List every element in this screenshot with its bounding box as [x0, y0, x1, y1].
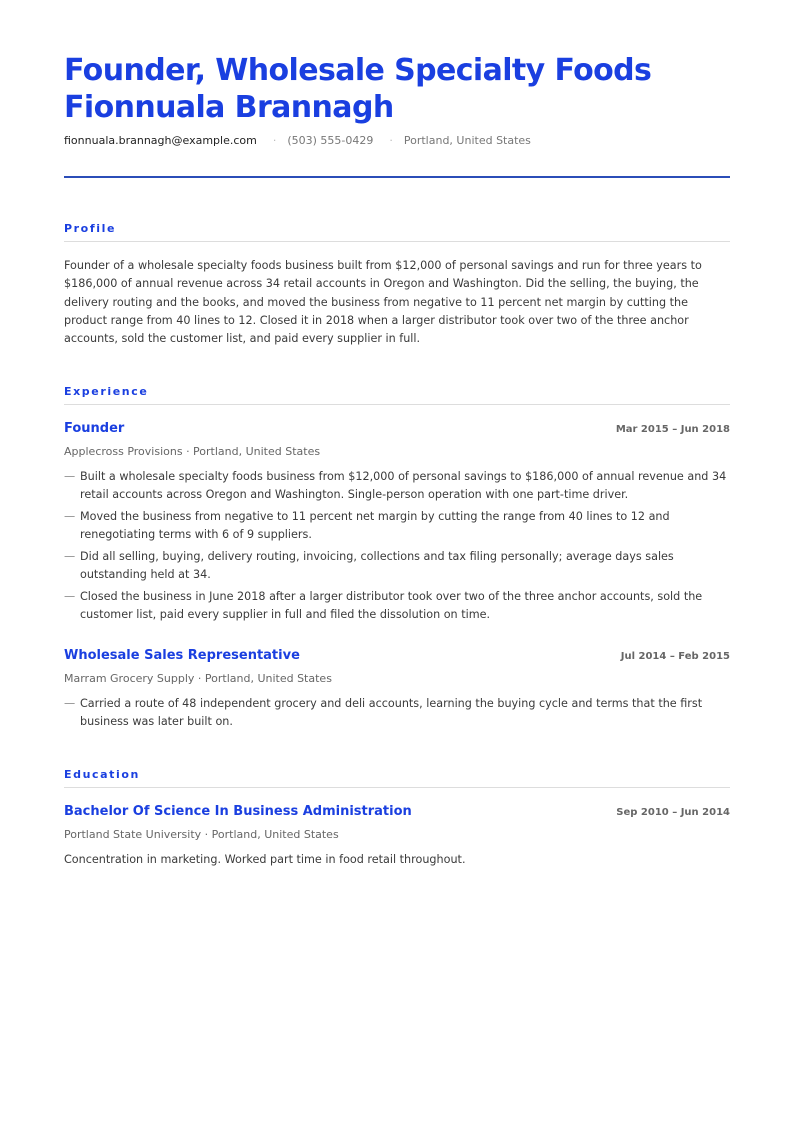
section-divider: [64, 404, 730, 405]
bullet-text: Closed the business in June 2018 after a larger distributor took over two of the three anchor accounts, sold the customer list, paid every supplier in full and filed the dissolution on time.: [80, 589, 703, 621]
education-dates: Sep 2010 – Jun 2014: [616, 807, 730, 818]
bullet-dash: —: [64, 509, 76, 523]
bullet-text: Moved the business from negative to 11 percent net margin by cutting the range from 40 lines to 12 and renegotiating terms with 6 of 9 suppliers.: [80, 509, 670, 541]
job-title: Founder: [64, 421, 125, 436]
list-item: [64, 588, 730, 624]
list-item: [64, 548, 730, 584]
job-org: Marram Grocery Supply · Portland, United States: [64, 672, 332, 685]
education-note: Concentration in marketing. Worked part time in food retail throughout.: [64, 853, 466, 866]
phone-text: (503) 555-0429: [287, 134, 374, 147]
profile-text: Founder of a wholesale specialty foods business built from $12,000 of personal savings and run for three years to $186,000 of annual revenue across 34 retail accounts in Oregon and Washington. Did the selling, the buying, the delivery routing and the books, and moved the business from negative to 11 percent net margin by cutting the product range from 40 lines to 12. Closed it in 2018 when a larger distributor took over two of the three anchor accounts, sold the customer list, and paid every supplier in full.: [64, 259, 702, 346]
job-dates: Mar 2015 – Jun 2018: [615, 424, 730, 435]
section-divider: [64, 241, 730, 242]
job-org: Applecross Provisions · Portland, United States: [64, 445, 321, 458]
bullet-text: Carried a route of 48 independent grocery and deli accounts, learning the buying cycle and terms that the first business was later built on.: [80, 697, 703, 728]
section-experience-heading: [64, 380, 730, 399]
list-item: [64, 695, 730, 731]
section-title: Profile: [64, 222, 117, 235]
list-item: [64, 468, 730, 504]
school-name: Portland State University · Portland, United States: [64, 828, 339, 841]
bullet-dash: —: [64, 549, 76, 563]
degree-title: Bachelor Of Science In Business Administration: [64, 804, 412, 819]
job-bullets: [64, 695, 730, 735]
title-role: Founder, Wholesale Specialty Foods: [64, 53, 652, 88]
bullet-dash: —: [64, 589, 76, 603]
list-item: [64, 508, 730, 544]
location-text: Portland, United States: [403, 134, 531, 147]
section-profile-heading: [64, 217, 730, 236]
section-title: Experience: [64, 385, 149, 398]
page-title: [64, 52, 651, 126]
separator: ·: [389, 134, 393, 147]
job-bullets: [64, 468, 730, 628]
email-link[interactable]: fionnuala.brannagh@example.com: [64, 134, 257, 147]
contact-line: [64, 134, 531, 147]
header-divider: [64, 176, 730, 178]
bullet-text: Built a wholesale specialty foods business from $12,000 of personal savings to $186,000 of annual revenue and 34 retail accounts across Oregon and Washington. Single-person operation with one part-time driver.: [80, 470, 727, 501]
separator: ·: [272, 134, 277, 147]
section-education-heading: [64, 763, 730, 782]
bullet-dash: —: [64, 470, 76, 483]
bullet-text: Did all selling, buying, delivery routing, invoicing, collections and tax filing personally; average days sales outstanding held at 34.: [80, 549, 674, 581]
section-title: Education: [64, 768, 140, 781]
title-name: Fionnuala Brannagh: [64, 90, 394, 125]
job-title: Wholesale Sales Representative: [64, 648, 300, 663]
bullet-dash: —: [64, 697, 76, 710]
section-divider: [64, 787, 730, 788]
job-dates: Jul 2014 – Feb 2015: [620, 651, 730, 662]
